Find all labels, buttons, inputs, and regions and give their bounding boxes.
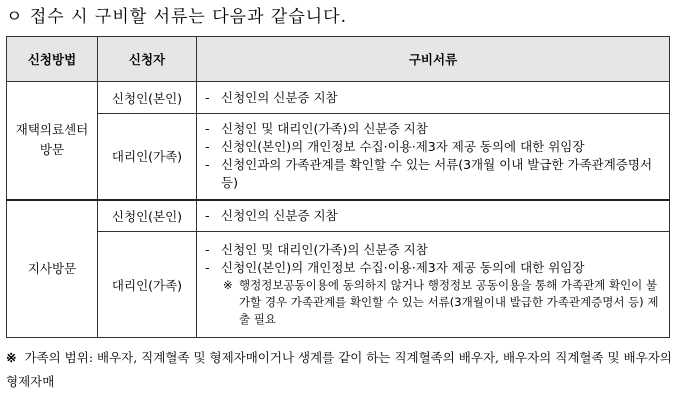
note-text: 행정정보공동이용에 동의하지 않거나 행정정보 공동이용을 통해 가족관계 확인이 불가할 경우 가족관계를 확인할 수 있는 서류(3개월이내 발급한 가족관계증명서 등) 제출 필요 xyxy=(239,278,659,326)
table-row xyxy=(7,200,670,232)
method-cell-branch-visit xyxy=(7,200,98,338)
document-text: 신청인(본인)의 개인정보 수집·이용·제3자 제공 동의에 대한 위임장 xyxy=(221,260,585,275)
documents-cell xyxy=(197,232,670,338)
document-item xyxy=(205,89,663,107)
table-row xyxy=(7,232,670,338)
document-item xyxy=(205,241,663,259)
document-text: 신청인과의 가족관계를 확인할 수 있는 서류(3개월 이내 발급한 가족관계증명서 등) xyxy=(221,157,653,191)
applicant-cell: 신청인(본인) xyxy=(98,82,197,114)
document-item xyxy=(205,207,663,225)
method-label: 재택의료센터 xyxy=(15,122,89,138)
document-text: 신청인 및 대리인(가족)의 신분증 지참 xyxy=(221,242,428,257)
document-text: 신청인의 신분증 지참 xyxy=(221,89,338,105)
dash-marker: - xyxy=(205,260,210,275)
footnote xyxy=(6,346,672,394)
documents-cell xyxy=(197,200,670,232)
table-row xyxy=(7,82,670,114)
document-text: 신청인의 신분증 지참 xyxy=(221,207,338,223)
applicant-cell: 대리인(가족) xyxy=(98,232,197,338)
header-applicant: 신청자 xyxy=(98,37,197,82)
table-header-row xyxy=(7,37,670,82)
document-note xyxy=(205,277,663,328)
method-label: 방문 xyxy=(39,142,65,158)
header-documents: 구비서류 xyxy=(197,37,670,82)
table-row xyxy=(7,114,670,200)
note-marker: ※ xyxy=(223,278,233,292)
documents-cell xyxy=(197,114,670,200)
applicant-cell: 대리인(가족) xyxy=(98,114,197,200)
method-cell-home-care xyxy=(7,82,98,200)
dash-marker: - xyxy=(205,139,210,155)
footnote-marker: ※ xyxy=(6,350,17,365)
dash-marker: - xyxy=(205,242,210,257)
document-text: 신청인(본인)의 개인정보 수집·이용·제3자 제공 동의에 대한 위임장 xyxy=(221,139,585,155)
document-item xyxy=(205,259,663,277)
method-label: 지사방문 xyxy=(27,260,77,276)
dash-marker: - xyxy=(205,207,210,223)
document-item xyxy=(205,156,663,192)
dash-marker: - xyxy=(205,157,210,173)
footnote-text: 가족의 범위: 배우자, 직계혈족 및 형제자매이거나 생계를 같이 하는 직계혈족의 배우자, 배우자의 직계혈족 및 배우자의 형제자매 xyxy=(6,350,672,389)
header-method: 신청방법 xyxy=(7,37,98,82)
documents-table xyxy=(6,36,670,338)
documents-cell xyxy=(197,82,670,114)
document-item xyxy=(205,138,663,156)
dash-marker: - xyxy=(205,121,210,137)
document-item xyxy=(205,120,663,138)
page-heading: ㅇ 접수 시 구비할 서류는 다음과 같습니다. xyxy=(6,7,348,27)
applicant-cell: 신청인(본인) xyxy=(98,200,197,232)
dash-marker: - xyxy=(205,89,210,105)
document-text: 신청인 및 대리인(가족)의 신분증 지참 xyxy=(221,121,428,137)
